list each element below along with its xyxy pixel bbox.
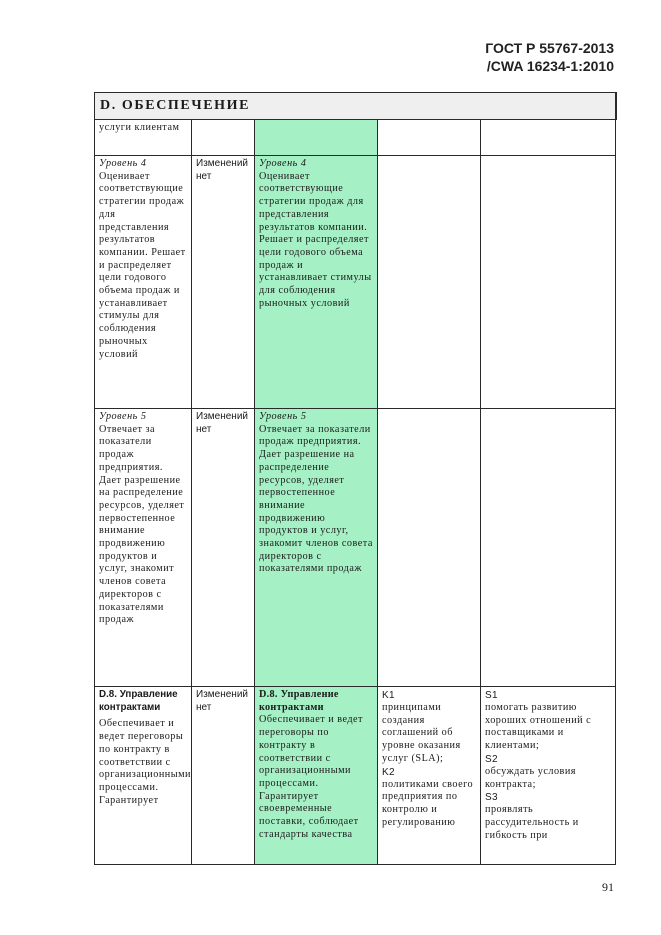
skill-text: проявлять рассудительность и гибкость при	[485, 804, 579, 841]
cell-d8-knowledge	[378, 687, 481, 865]
cell-level5-adopted	[255, 409, 378, 687]
cell-prev-col4	[378, 120, 481, 156]
level-description: Оценивает соответствующие стратегии продаж для представления результатов компании. Решает и распределяет цели годового объема продаж и устанавливает стимулы для соблюдения рыночных условий	[99, 170, 186, 360]
level-description: Отвечает за показатели продаж предприятия. Дает разрешение на распределение ресурсов, уделяет первостепенное внимание продвижению продуктов и услуг, знакомит членов совета директоров с показателями продаж	[259, 423, 373, 575]
skill-code: S1	[485, 690, 498, 701]
level-description: Отвечает за показатели продаж предприятия. Дает разрешение на распределение ресурсов, уделяет первостепенное внимание продвижению продуктов и услуг, знакомит членов совета директоров с показателями продаж	[99, 423, 185, 626]
cell-level5-original	[95, 409, 192, 687]
table-row	[95, 156, 616, 409]
level-label: Уровень 5	[259, 411, 307, 422]
cell-d8-adopted	[255, 687, 378, 865]
page-number: 91	[602, 880, 614, 894]
competence-description: Обеспечивает и ведет переговоры по контракту в соответствии с организационными процессами. Гарантирует	[99, 718, 191, 806]
knowledge-text: принципами создания соглашений об уровне оказания услуг (SLA);	[382, 702, 461, 764]
cell-level4-knowledge	[378, 156, 481, 409]
cell-level4-adopted	[255, 156, 378, 409]
level-description: Оценивает соответствующие стратегии продаж для представления результатов компании. Решает и распределяет цели годового объема продаж и устанавливает стимулы для соблюдения рыночных условий	[259, 170, 372, 309]
knowledge-text: политиками своего предприятия по контролю и регулированию	[382, 778, 474, 828]
skill-code: S3	[485, 792, 498, 804]
cell-level4-skills	[481, 156, 616, 409]
cell-prev-col2	[192, 120, 255, 156]
competence-description: Обеспечивает и ведет переговоры по контракту в соответствии с организационными процессами. Гарантирует своевременные поставки, соблюдает стандарты качества	[259, 714, 364, 840]
table-row	[95, 687, 616, 865]
table-row	[95, 409, 616, 687]
document-header	[314, 39, 614, 75]
competence-title: D.8. Управление контрактами	[99, 689, 178, 713]
cell-level5-change: Изменений нет	[192, 409, 255, 687]
skill-text: обсуждать условия контракта;	[485, 765, 576, 790]
level-label: Уровень 4	[99, 158, 147, 169]
cell-level4-original	[95, 156, 192, 409]
competence-title: D.8. Управление контрактами	[259, 689, 339, 713]
standard-equivalent: /CWA 16234-1:2010	[486, 58, 614, 74]
table-row	[95, 120, 616, 156]
standard-number: ГОСТ Р 55767-2013	[485, 40, 614, 56]
cell-prev-col3	[255, 120, 378, 156]
cell-prev-col5	[481, 120, 616, 156]
cell-level5-knowledge	[378, 409, 481, 687]
cell-prev-col1: услуги клиентам	[95, 120, 192, 156]
cell-d8-original	[95, 687, 192, 865]
section-title: D. ОБЕСПЕЧЕНИЕ	[95, 93, 616, 120]
cell-level4-change: Изменений нет	[192, 156, 255, 409]
section-header-row	[95, 93, 616, 120]
knowledge-code: K2	[382, 766, 395, 778]
competence-table	[94, 92, 617, 865]
skill-text: помогать развитию хороших отношений с поставщиками и клиентами;	[485, 702, 592, 752]
cell-d8-change: Изменений нет	[192, 687, 255, 865]
level-label: Уровень 5	[99, 411, 147, 422]
knowledge-code: K1	[382, 690, 395, 701]
level-label: Уровень 4	[259, 158, 307, 169]
skill-code: S2	[485, 753, 498, 765]
cell-level5-skills	[481, 409, 616, 687]
cell-d8-skills	[481, 687, 616, 865]
